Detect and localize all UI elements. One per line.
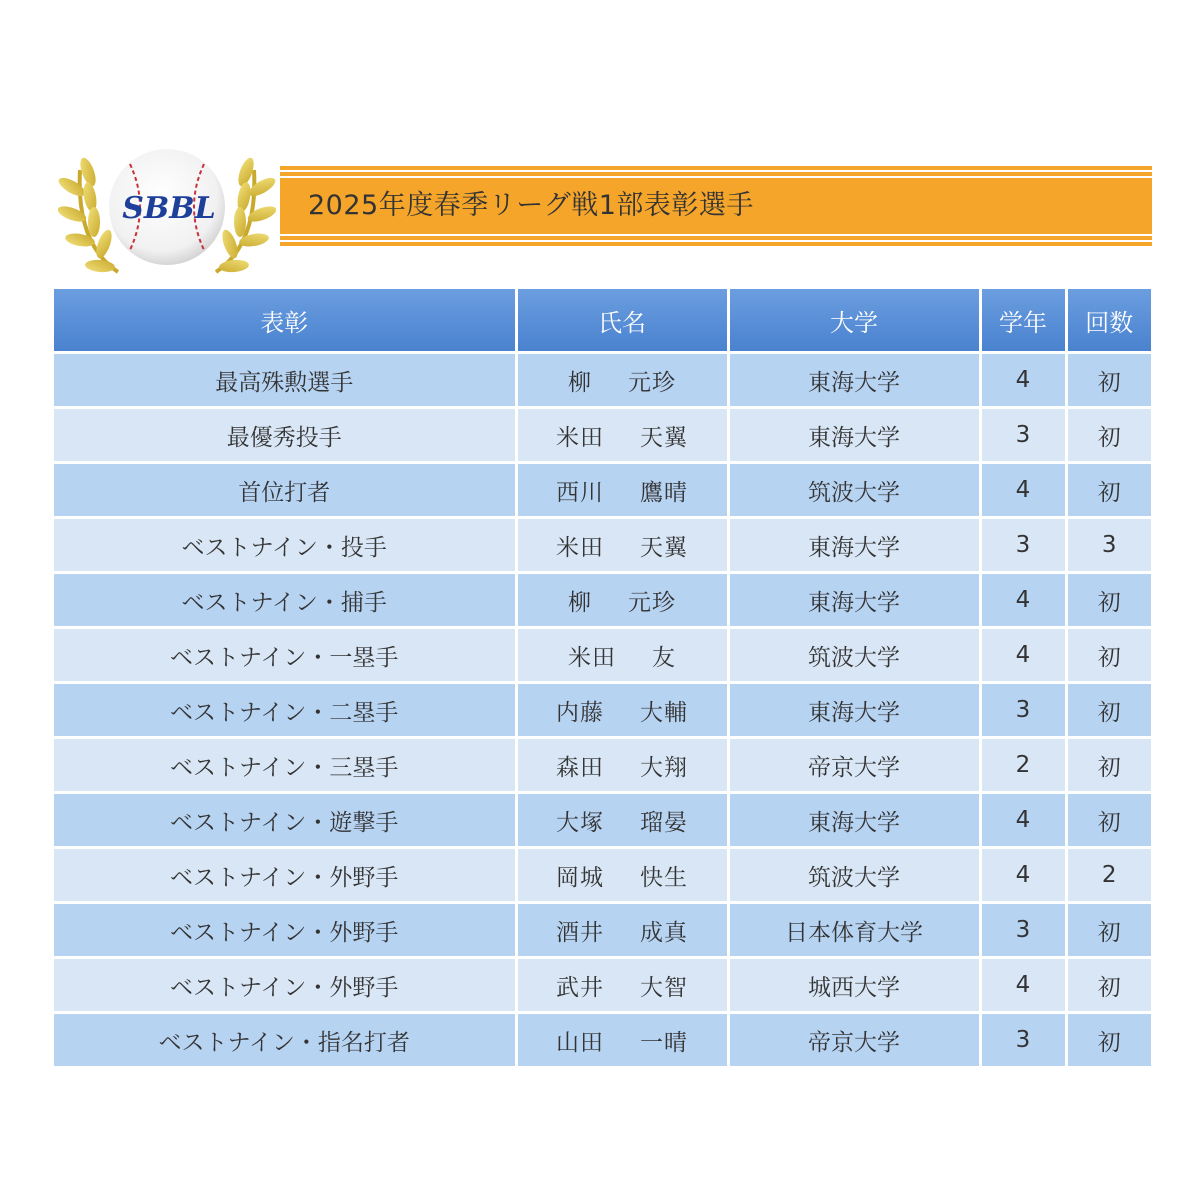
award-cell: ベストナイン・二塁手 [54, 683, 516, 738]
university-cell: 東海大学 [728, 408, 980, 463]
grade-cell: 4 [980, 628, 1066, 683]
grade-cell: 3 [980, 408, 1066, 463]
family-name: 米田 [556, 424, 604, 451]
logo-text: SBBL [122, 191, 216, 226]
award-cell: ベストナイン・遊撃手 [54, 793, 516, 848]
count-cell: 初 [1066, 1013, 1151, 1067]
player-name-cell [516, 573, 728, 628]
award-cell: ベストナイン・捕手 [54, 573, 516, 628]
player-name-cell [516, 848, 728, 903]
grade-cell: 4 [980, 958, 1066, 1013]
university-cell: 筑波大学 [728, 848, 980, 903]
family-name: 岡城 [556, 864, 604, 891]
family-name: 米田 [556, 534, 604, 561]
header-award: 表彰 [54, 289, 516, 353]
family-name: 柳 [568, 369, 592, 396]
university-cell: 筑波大学 [728, 463, 980, 518]
family-name: 西川 [556, 479, 604, 506]
table-row [54, 408, 1151, 463]
table-row [54, 903, 1151, 958]
family-name: 森田 [556, 754, 604, 781]
count-cell: 初 [1066, 903, 1151, 958]
count-cell: 2 [1066, 848, 1151, 903]
table-row [54, 518, 1151, 573]
table-row [54, 463, 1151, 518]
grade-cell: 4 [980, 463, 1066, 518]
page-title: 2025年度春季リーグ戦1部表彰選手 [308, 190, 754, 221]
family-name: 酒井 [556, 919, 604, 946]
player-name-cell [516, 628, 728, 683]
player-name-cell [516, 738, 728, 793]
university-cell: 東海大学 [728, 518, 980, 573]
player-name-cell [516, 683, 728, 738]
university-cell: 東海大学 [728, 793, 980, 848]
grade-cell: 4 [980, 848, 1066, 903]
given-name: 元珍 [628, 589, 676, 616]
given-name: 天翼 [640, 424, 688, 451]
award-cell: 首位打者 [54, 463, 516, 518]
table-row [54, 683, 1151, 738]
count-cell: 初 [1066, 683, 1151, 738]
award-cell: ベストナイン・指名打者 [54, 1013, 516, 1067]
award-cell: ベストナイン・投手 [54, 518, 516, 573]
count-cell: 初 [1066, 793, 1151, 848]
table-header-row [54, 289, 1151, 353]
given-name: 一晴 [640, 1029, 688, 1056]
award-cell: 最優秀投手 [54, 408, 516, 463]
given-name: 大翔 [640, 754, 688, 781]
player-name-cell [516, 353, 728, 408]
given-name: 元珍 [628, 369, 676, 396]
award-cell: ベストナイン・外野手 [54, 848, 516, 903]
grade-cell: 4 [980, 573, 1066, 628]
table-row [54, 793, 1151, 848]
player-name-cell [516, 463, 728, 518]
grade-cell: 3 [980, 518, 1066, 573]
award-cell: ベストナイン・外野手 [54, 903, 516, 958]
title-banner [280, 166, 1152, 246]
count-cell: 初 [1066, 463, 1151, 518]
grade-cell: 4 [980, 353, 1066, 408]
award-cell: ベストナイン・三塁手 [54, 738, 516, 793]
player-name-cell [516, 408, 728, 463]
count-cell: 3 [1066, 518, 1151, 573]
given-name: 成真 [640, 919, 688, 946]
player-name-cell [516, 518, 728, 573]
header-name: 氏名 [516, 289, 728, 353]
university-cell: 東海大学 [728, 573, 980, 628]
given-name: 瑠晏 [640, 809, 688, 836]
family-name: 内藤 [556, 699, 604, 726]
laurel-left-icon [58, 156, 118, 273]
header-grade: 学年 [980, 289, 1066, 353]
award-cell: ベストナイン・一塁手 [54, 628, 516, 683]
university-cell: 東海大学 [728, 683, 980, 738]
family-name: 柳 [568, 589, 592, 616]
count-cell: 初 [1066, 408, 1151, 463]
laurel-right-icon [216, 156, 276, 273]
university-cell: 帝京大学 [728, 738, 980, 793]
grade-cell: 3 [980, 683, 1066, 738]
header-university: 大学 [728, 289, 980, 353]
table-row [54, 958, 1151, 1013]
family-name: 大塚 [556, 809, 604, 836]
family-name: 山田 [556, 1029, 604, 1056]
given-name: 鷹晴 [640, 479, 688, 506]
count-cell: 初 [1066, 573, 1151, 628]
table-row [54, 573, 1151, 628]
given-name: 大智 [640, 974, 688, 1001]
grade-cell: 3 [980, 903, 1066, 958]
grade-cell: 4 [980, 793, 1066, 848]
count-cell: 初 [1066, 628, 1151, 683]
player-name-cell [516, 958, 728, 1013]
university-cell: 東海大学 [728, 353, 980, 408]
family-name: 米田 [568, 644, 616, 671]
given-name: 友 [652, 644, 676, 671]
given-name: 天翼 [640, 534, 688, 561]
table-row [54, 738, 1151, 793]
award-cell: ベストナイン・外野手 [54, 958, 516, 1013]
award-cell: 最高殊勲選手 [54, 353, 516, 408]
header-count: 回数 [1066, 289, 1151, 353]
count-cell: 初 [1066, 738, 1151, 793]
player-name-cell [516, 793, 728, 848]
table-row [54, 353, 1151, 408]
grade-cell: 2 [980, 738, 1066, 793]
count-cell: 初 [1066, 353, 1151, 408]
table-row [54, 628, 1151, 683]
sbbl-logo [58, 132, 276, 282]
given-name: 快生 [640, 864, 688, 891]
player-name-cell [516, 1013, 728, 1067]
table-row [54, 1013, 1151, 1067]
university-cell: 筑波大学 [728, 628, 980, 683]
family-name: 武井 [556, 974, 604, 1001]
grade-cell: 3 [980, 1013, 1066, 1067]
table-row [54, 848, 1151, 903]
university-cell: 日本体育大学 [728, 903, 980, 958]
given-name: 大輔 [640, 699, 688, 726]
university-cell: 城西大学 [728, 958, 980, 1013]
university-cell: 帝京大学 [728, 1013, 980, 1067]
player-name-cell [516, 903, 728, 958]
awards-table [54, 289, 1151, 1066]
count-cell: 初 [1066, 958, 1151, 1013]
